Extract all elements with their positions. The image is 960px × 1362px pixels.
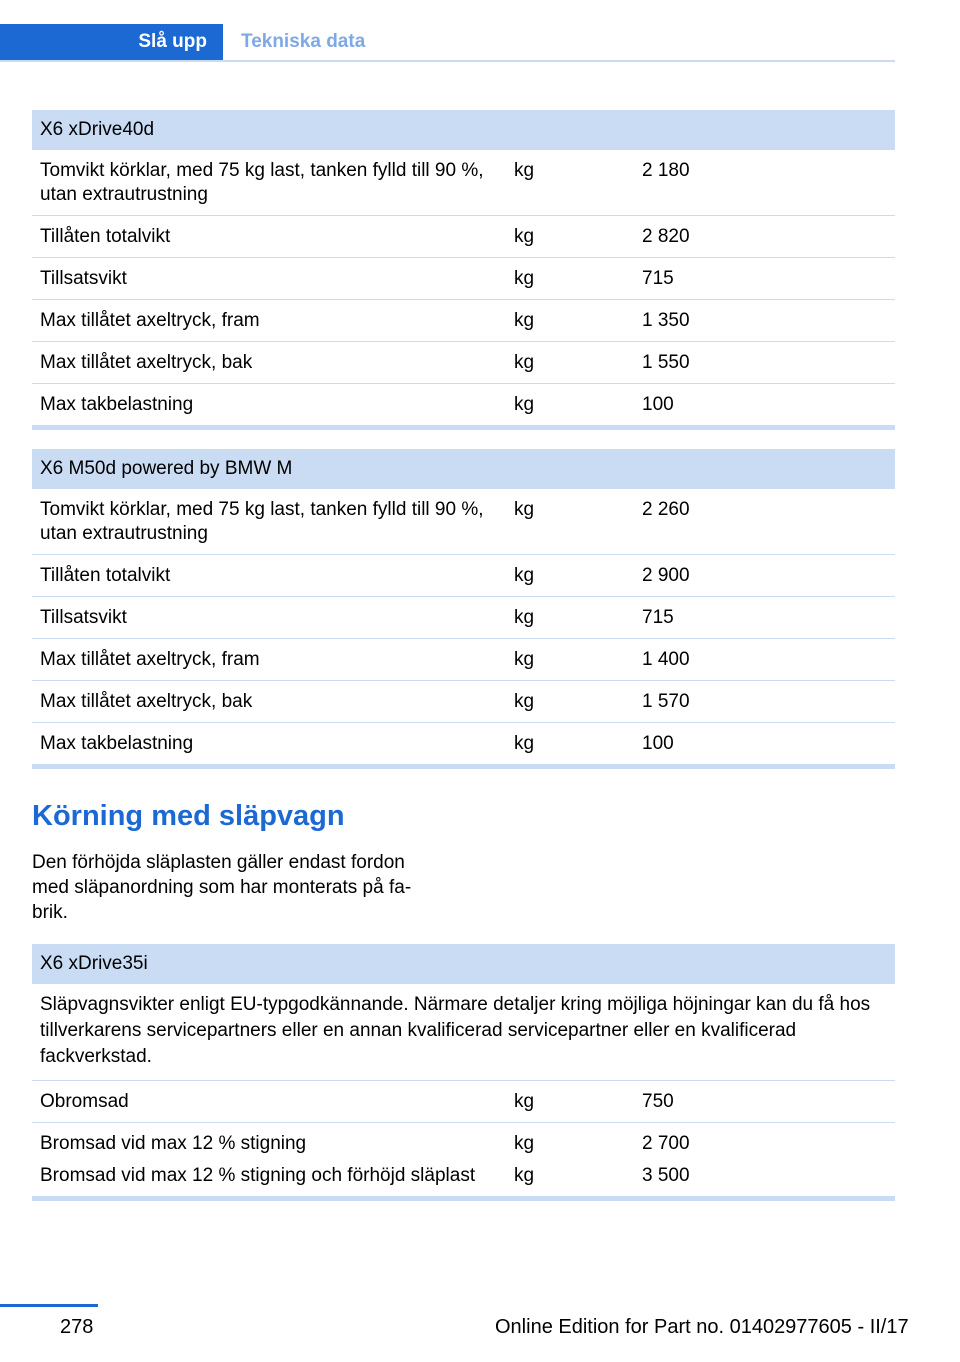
row-unit: kg bbox=[514, 160, 535, 181]
table-row bbox=[32, 723, 895, 764]
spec-table-m50d bbox=[32, 449, 895, 769]
section-text: Den förhöjda släplasten gäller endast fordon med släpanordning som har monterats på fa-brik. bbox=[32, 852, 412, 923]
row-label: Max takbelastning bbox=[40, 394, 194, 415]
table-row bbox=[32, 555, 895, 597]
row-value: 715 bbox=[642, 607, 674, 628]
row-value: 2 260 bbox=[642, 499, 690, 520]
table-row bbox=[32, 258, 895, 300]
row-label: Bromsad vid max 12 % stigning bbox=[40, 1133, 307, 1154]
row-label: Max tillåtet axeltryck, fram bbox=[40, 649, 260, 670]
row-unit: kg bbox=[514, 1165, 535, 1186]
row-value: 715 bbox=[642, 268, 674, 289]
row-label: Tomvikt körklar, med 75 kg last, tanken fylld till 90 %, utan extrautrustning bbox=[40, 499, 484, 544]
row-unit: kg bbox=[514, 691, 535, 712]
row-unit: kg bbox=[514, 565, 535, 586]
row-unit: kg bbox=[514, 226, 535, 247]
row-unit: kg bbox=[514, 607, 535, 628]
table-end-rule bbox=[32, 764, 895, 769]
section-title: Körning med släpvagn bbox=[32, 800, 345, 832]
table-row bbox=[32, 489, 895, 555]
table-row bbox=[32, 1081, 895, 1123]
row-label: Tillåten totalvikt bbox=[40, 565, 171, 586]
row-value: 1 350 bbox=[642, 310, 690, 331]
table-row bbox=[32, 384, 895, 425]
row-unit: kg bbox=[514, 268, 535, 289]
table-row bbox=[32, 300, 895, 342]
table-title: X6 M50d powered by BMW M bbox=[32, 449, 895, 489]
page-header bbox=[0, 24, 895, 62]
row-value: 750 bbox=[642, 1091, 674, 1112]
table-row bbox=[32, 639, 895, 681]
row-value: 1 570 bbox=[642, 691, 690, 712]
row-value: 100 bbox=[642, 394, 674, 415]
row-label: Max tillåtet axeltryck, bak bbox=[40, 691, 253, 712]
tab-sla-upp[interactable]: Slå upp bbox=[0, 24, 223, 60]
row-label: Tillåten totalvikt bbox=[40, 226, 171, 247]
table-row bbox=[32, 1123, 895, 1159]
row-unit: kg bbox=[514, 310, 535, 331]
row-value: 2 180 bbox=[642, 160, 690, 181]
table-title: X6 xDrive35i bbox=[32, 944, 895, 984]
tab-tekniska-data[interactable]: Tekniska data bbox=[241, 31, 366, 52]
row-unit: kg bbox=[514, 394, 535, 415]
row-value: 3 500 bbox=[642, 1165, 690, 1186]
edition-text: Online Edition for Part no. 01402977605 - II/17 bbox=[495, 1316, 909, 1338]
table-row bbox=[32, 342, 895, 384]
footer-rule bbox=[0, 1304, 98, 1307]
table-row bbox=[32, 150, 895, 216]
row-unit: kg bbox=[514, 352, 535, 373]
table-title: X6 xDrive40d bbox=[32, 110, 895, 150]
row-value: 1 550 bbox=[642, 352, 690, 373]
row-unit: kg bbox=[514, 1091, 535, 1112]
row-value: 2 700 bbox=[642, 1133, 690, 1154]
row-label: Max tillåtet axeltryck, bak bbox=[40, 352, 253, 373]
row-unit: kg bbox=[514, 649, 535, 670]
spec-table-xdrive40d bbox=[32, 110, 895, 430]
row-label: Tomvikt körklar, med 75 kg last, tanken fylld till 90 %, utan extrautrustning bbox=[40, 160, 484, 205]
header-divider bbox=[0, 60, 895, 62]
table-row bbox=[32, 597, 895, 639]
row-value: 100 bbox=[642, 733, 674, 754]
table-row bbox=[32, 681, 895, 723]
row-label: Max takbelastning bbox=[40, 733, 194, 754]
table-row bbox=[32, 216, 895, 258]
row-value: 1 400 bbox=[642, 649, 690, 670]
table-end-rule bbox=[32, 425, 895, 430]
page-number: 278 bbox=[60, 1316, 94, 1338]
row-label: Bromsad vid max 12 % stigning och förhöjd släplast bbox=[40, 1165, 476, 1186]
table-note: Släpvagnsvikter enligt EU-typgodkännande. Närmare detaljer kring möjliga höjningar kan du få hos tillverkarens servicepartners eller en annan kvalificerad servicepartner eller en kvalificerad fackverkstad. bbox=[32, 984, 895, 1081]
row-value: 2 820 bbox=[642, 226, 690, 247]
row-label: Tillsatsvikt bbox=[40, 268, 127, 289]
row-label: Tillsatsvikt bbox=[40, 607, 127, 628]
row-unit: kg bbox=[514, 499, 535, 520]
table-row bbox=[32, 1159, 895, 1196]
row-unit: kg bbox=[514, 733, 535, 754]
spec-table-xdrive35i bbox=[32, 944, 895, 1201]
row-unit: kg bbox=[514, 1133, 535, 1154]
row-label: Obromsad bbox=[40, 1091, 129, 1112]
row-value: 2 900 bbox=[642, 565, 690, 586]
row-label: Max tillåtet axeltryck, fram bbox=[40, 310, 260, 331]
table-end-rule bbox=[32, 1196, 895, 1201]
